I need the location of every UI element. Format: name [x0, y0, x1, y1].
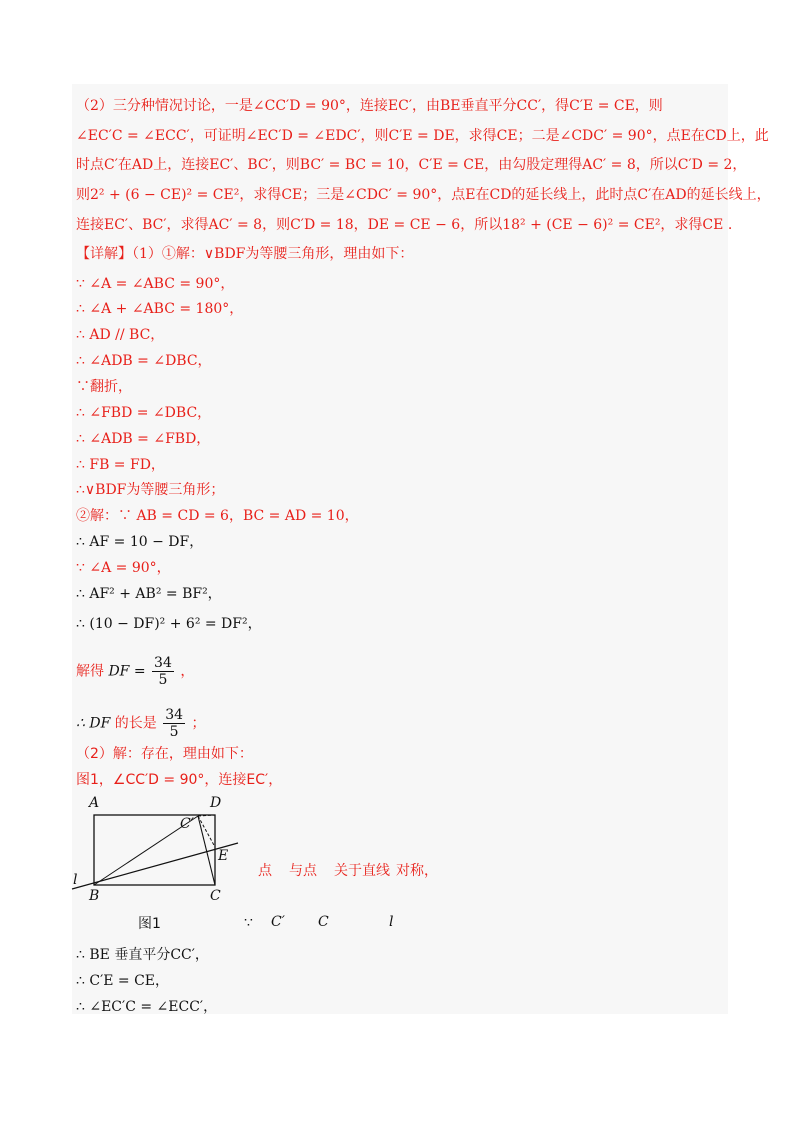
line-l14: ∴ FB = FD，	[76, 457, 165, 473]
solve-numerator: 34	[154, 655, 172, 671]
solve-denominator: 5	[158, 672, 168, 688]
line-l1: （2）三分种情况讨论，一是∠CC′D = 90°，连接EC′，由BE垂直平分CC′，得C′E = CE，则	[76, 98, 663, 114]
sym-note-a: 点	[258, 863, 272, 879]
line-l7: ∵ ∠A = ∠ABC = 90°，	[76, 276, 235, 292]
figure-caption: 图1	[138, 916, 161, 932]
rectangle-abcd	[94, 815, 215, 885]
label-cprime: C′	[180, 816, 194, 832]
sym-note-b: 与点	[289, 863, 317, 879]
line-l19: ∴ AF² + AB² = BF²，	[76, 586, 222, 602]
tail-line-2: ∴ C′E = CE，	[76, 973, 170, 989]
result-df-line	[76, 707, 205, 740]
solve-prefix: 解得	[76, 663, 104, 680]
line-l20: ∴ (10 − DF)² + 6² = DF²，	[76, 616, 262, 632]
label-b: B	[89, 888, 100, 904]
result-fraction	[163, 707, 185, 740]
solve-df-line	[76, 655, 194, 688]
label-a: A	[89, 795, 100, 811]
line-l18: ∵ ∠A = 90°，	[76, 560, 171, 576]
solve-fraction	[152, 655, 174, 688]
label-c: C	[210, 888, 221, 904]
sym-c: C	[318, 914, 329, 930]
result-mid: 的长是	[114, 715, 157, 732]
sym-note-c: 关于直线	[334, 863, 390, 879]
line-l9: ∴ AD // BC，	[76, 327, 165, 343]
line-l16: ②解：∵ AB = CD = 6，BC = AD = 10，	[76, 508, 359, 524]
line-l13: ∴ ∠ADB = ∠FBD，	[76, 431, 211, 447]
line-l6: 【详解】（1）①解：∨BDF为等腰三角形，理由如下：	[76, 246, 414, 262]
sym-l: l	[389, 914, 394, 930]
line-l11: ∵翻折，	[76, 379, 132, 395]
line-l17: ∴ AF = 10 − DF，	[76, 534, 204, 550]
tail-line-3: ∴ ∠EC′C = ∠ECC′，	[76, 999, 218, 1015]
label-d: D	[210, 795, 222, 811]
line-l12: ∴ ∠FBD = ∠DBC，	[76, 405, 212, 421]
label-l: l	[73, 872, 78, 888]
sym-because: ∵	[244, 915, 253, 931]
result-numerator: 34	[165, 707, 184, 723]
solve-var: DF =	[108, 663, 146, 680]
result-prefix: ∴ DF	[76, 715, 111, 732]
tail-line-1: ∴ BE 垂直平分CC′，	[76, 947, 209, 963]
result-denominator: 5	[169, 724, 179, 740]
line-l3: 时点C′在AD上，连接EC′、BC′，则BC′ = BC = 10，C′E = CE，由勾股定理得AC′ = 8，所以C′D = 2，	[76, 157, 747, 173]
line-l15: ∴∨BDF为等腰三角形；	[76, 482, 225, 498]
label-e: E	[218, 848, 229, 864]
line-l5: 连接EC′、BC′，求得AC′ = 8，则C′D = 18，DE = CE − 6，所以18² + (CE − 6)² = CE²，求得CE .	[76, 217, 733, 233]
part2-heading: （2）解：存在，理由如下：	[76, 746, 253, 762]
line-l8: ∴ ∠A + ∠ABC = 180°，	[76, 301, 244, 317]
sym-cprime: C′	[271, 914, 285, 930]
solve-suffix: ，	[180, 663, 195, 680]
sym-note-d: 对称，	[396, 863, 438, 879]
line-l4: 则2² + (6 − CE)² = CE²，求得CE；三是∠CDC′ = 90°，点E在CD的延长线上，此时点C′在AD的延长线上，	[76, 187, 771, 203]
segment-cprime-e	[198, 816, 215, 847]
line-l10: ∴ ∠ADB = ∠DBC，	[76, 353, 212, 369]
line-l	[72, 843, 238, 889]
result-suffix: ；	[191, 715, 206, 732]
line-l2: ∠EC′C = ∠ECC′，可证明∠EC′D = ∠EDC′，则C′E = DE，求得CE；二是∠CDC′ = 90°，点E在CD上，此	[76, 128, 769, 144]
figure-intro: 图1，∠CC′D = 90°，连接EC′，	[76, 772, 283, 788]
